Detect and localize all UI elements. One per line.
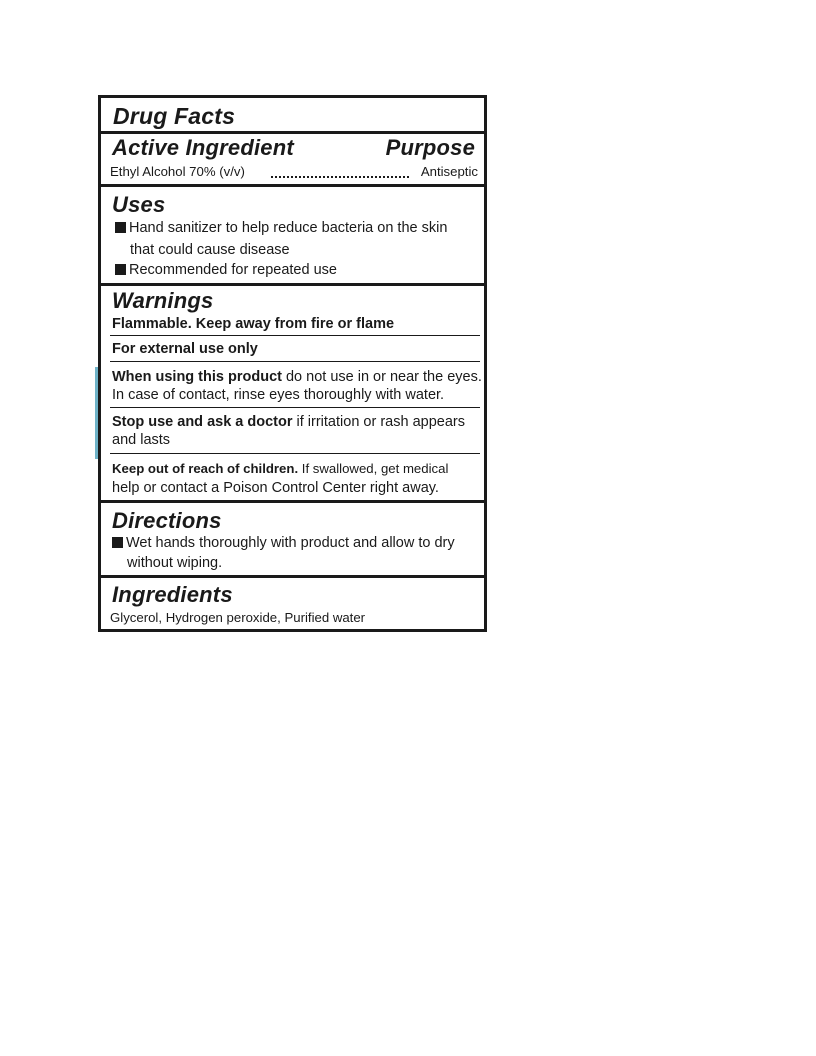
warning-external-use: For external use only [112,341,258,357]
active-ingredient-text: Ethyl Alcohol 70% [110,164,216,179]
warnings-heading: Warnings [112,288,214,313]
dot-leader [271,176,409,178]
bullet-square-icon [115,264,126,275]
warning-divider [110,407,480,408]
warning-when-using-line-2: In case of contact, rinse eyes thoroughly with water. [112,387,445,403]
warning-keep-out: Keep out of reach of children. If swallowed, get medical [112,461,449,476]
ingredients-heading: Ingredients [112,582,233,607]
warning-divider [110,453,480,454]
uses-item-1-line-2: that could cause disease [130,242,290,258]
purpose-heading: Purpose [385,135,475,160]
active-divider [101,184,484,187]
warning-divider [110,361,480,362]
uses-item-2: Recommended for repeated use [115,261,337,279]
warnings-divider [101,500,484,503]
active-ingredient-unit: (v/v) [219,164,245,179]
bullet-square-icon [115,222,126,233]
bullet-square-icon [112,537,123,548]
active-ingredient-name [110,163,245,181]
ingredients-text: Glycerol, Hydrogen peroxide, Purified water [110,610,366,625]
title-divider [101,131,484,134]
uses-item-1: Hand sanitizer to help reduce bacteria on the skin [115,219,447,237]
directions-divider [101,575,484,578]
warning-keep-out-line-2: help or contact a Poison Control Center right away. [112,480,439,496]
warning-stop-use-line-2: and lasts [112,432,171,448]
uses-heading: Uses [112,192,166,217]
active-ingredient-heading: Active Ingredient [112,135,294,160]
warning-when-using: When using this product do not use in or near the eyes. [112,369,482,385]
directions-heading: Directions [112,508,222,533]
warning-divider [110,335,480,336]
directions-item-line-2: without wiping. [127,555,223,571]
purpose-text: Antiseptic [420,164,478,179]
drug-facts-panel [98,95,487,632]
directions-item: Wet hands thoroughly with product and allow to dry [112,534,455,552]
uses-divider [101,283,484,286]
warning-stop-use: Stop use and ask a doctor if irritation or rash appears [112,414,465,430]
warning-flammable: Flammable. Keep away from fire or flame [112,316,395,332]
drug-facts-title: Drug Facts [113,103,236,129]
